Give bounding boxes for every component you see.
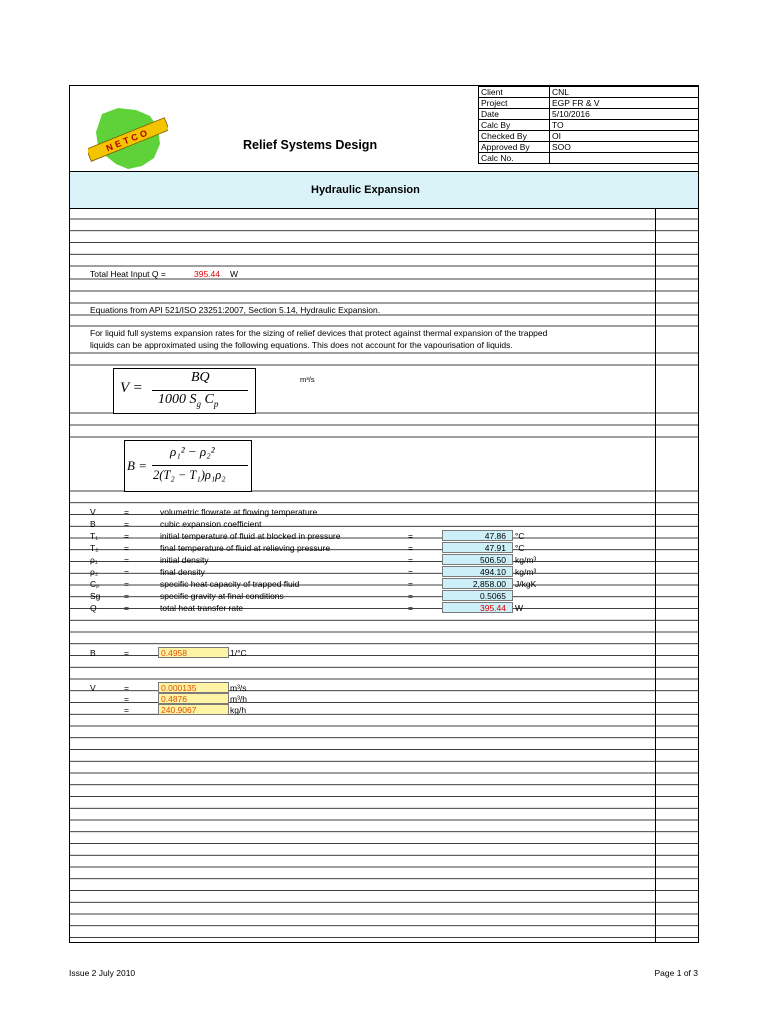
definition-description: initial temperature of fluid at blocked in pressure (160, 531, 341, 541)
definition-equals: = (124, 555, 129, 565)
description-line-2: liquids can be approximated using the following equations. This does not account for the vapourisation of liquids. (90, 340, 513, 350)
definition-equals: = (124, 507, 129, 517)
definition-value-equals: = (408, 531, 413, 541)
info-label: Calc No. (479, 153, 550, 164)
info-row (479, 120, 699, 131)
result-v-unit: m³/h (230, 694, 247, 704)
definition-value: 47.86 (442, 530, 513, 541)
definition-value: 494.10 (442, 566, 513, 577)
definition-symbol: T₂ (90, 543, 99, 553)
definition-description: final density (160, 567, 205, 577)
definition-equals: = (124, 567, 129, 577)
info-label: Client (479, 87, 550, 98)
info-value: EGP FR & V (550, 98, 699, 109)
definition-value-equals: = (408, 567, 413, 577)
info-row (479, 87, 699, 98)
definition-unit: °C (515, 531, 525, 541)
footer-issue: Issue 2 July 2010 (69, 968, 136, 978)
definition-description: specific gravity at final conditions (160, 591, 284, 601)
definition-description: cubic expansion coefficient (160, 519, 262, 529)
definition-equals: = (124, 579, 129, 589)
definition-value: 506.50 (442, 554, 513, 565)
equation-v-denominator (158, 392, 218, 409)
definition-symbol: Q (90, 603, 97, 613)
svg-text:NETCO: NETCO (104, 126, 152, 154)
result-b-symbol: B (90, 648, 96, 658)
reference-text: Equations from API 521/ISO 23251:2007, Section 5.14, Hydraulic Expansion. (90, 305, 381, 315)
definition-unit: kg/m³ (515, 567, 537, 577)
definition-symbol: V (90, 507, 96, 517)
definition-description: final temperature of fluid at relieving pressure (160, 543, 331, 553)
info-label: Calc By (479, 120, 550, 131)
info-value: 5/10/2016 (550, 109, 699, 120)
equation-b-fraction-bar (152, 465, 248, 466)
definition-value-equals: = (408, 603, 413, 613)
result-b-unit: 1/°C (230, 648, 247, 658)
definition-equals: = (124, 519, 129, 529)
definition-symbol: ρ₁ (90, 555, 98, 565)
description-line-1: For liquid full systems expansion rates for the sizing of relief devices that protect against thermal expansion of the trapped (90, 328, 548, 338)
definition-equals: = (124, 531, 129, 541)
definition-symbol: ρ₂ (90, 567, 99, 577)
definition-value: 395.44 (442, 602, 513, 613)
definition-description: initial density (160, 555, 209, 565)
info-label: Date (479, 109, 550, 120)
equation-v-sub-p: p (213, 398, 219, 409)
definition-value: 0.5065 (442, 590, 513, 601)
definition-value-equals: = (408, 591, 413, 601)
equation-b-box (124, 440, 252, 492)
info-label: Checked By (479, 131, 550, 142)
equation-v-denominator-s: 1000 S (158, 392, 197, 407)
calc-sheet (69, 85, 699, 943)
equation-v-cp: C (204, 392, 214, 407)
result-b-equals: = (124, 648, 129, 658)
info-value: TO (550, 120, 699, 131)
info-value (550, 153, 699, 164)
result-b-value: 0.4958 (158, 647, 229, 658)
result-v-symbol: V (90, 683, 96, 693)
result-v-unit: kg/h (230, 705, 247, 715)
equation-v-numerator: BQ (191, 370, 210, 385)
section-title: Hydraulic Expansion (311, 184, 420, 196)
result-v-value: 0.4876 (158, 693, 229, 704)
definition-equals: = (124, 603, 129, 613)
heat-input-unit: W (230, 269, 239, 279)
info-value: CNL (550, 87, 699, 98)
definition-value: 47.91 (442, 542, 513, 553)
heat-input-label: Total Heat Input Q = (90, 269, 166, 279)
right-column-divider (655, 208, 656, 942)
info-label: Project (479, 98, 550, 109)
info-value: SOO (550, 142, 699, 153)
definition-value: 2,858.00 (442, 578, 513, 589)
info-row (479, 109, 699, 120)
info-label: Approved By (479, 142, 550, 153)
section-banner (70, 171, 698, 209)
result-v-value: 240.9067 (158, 704, 229, 715)
definition-unit: J/kgK (515, 579, 537, 589)
result-v-equals: = (124, 694, 129, 704)
info-row (479, 153, 699, 164)
info-row (479, 98, 699, 109)
equation-v-lhs: V = (120, 380, 143, 396)
definition-unit: °C (515, 543, 525, 553)
definition-value-equals: = (408, 543, 413, 553)
definition-value-equals: = (408, 555, 413, 565)
equation-v-unit: m³/s (300, 375, 315, 384)
document-info-table (478, 86, 699, 164)
definition-value-equals: = (408, 579, 413, 589)
definition-symbol: T₁ (90, 531, 99, 541)
info-row (479, 131, 699, 142)
result-v-unit: m³/s (230, 683, 247, 693)
definition-symbol: Cₚ (90, 579, 100, 589)
info-value: OI (550, 131, 699, 142)
info-row (479, 142, 699, 153)
equation-v-fraction-bar (152, 390, 248, 391)
heat-input-value: 395.44 (194, 269, 220, 279)
definition-description: total heat transfer rate (160, 603, 244, 613)
definition-unit: W (515, 603, 524, 613)
equation-b-lhs: B = (127, 458, 147, 473)
result-v-equals: = (124, 683, 129, 693)
definition-equals: = (124, 543, 129, 553)
definition-description: specific heat capacity of trapped fluid (160, 579, 300, 589)
definition-description: volumetric flowrate at flowing temperature (160, 507, 318, 517)
definition-equals: = (124, 591, 129, 601)
netco-logo (88, 106, 168, 171)
equation-v-box (113, 368, 256, 414)
result-v-equals: = (124, 705, 129, 715)
footer-page-number: Page 1 of 3 (654, 968, 698, 978)
equation-b-denominator: 2(T₂ − T₁)ρ₁ρ₂ (153, 468, 226, 482)
definition-symbol: Sg (90, 591, 101, 601)
equation-v-sub-g: g (196, 398, 201, 409)
equation-b-numerator: ρ₁² − ρ₂² (170, 444, 215, 459)
result-v-value: 0.000135 (158, 682, 229, 693)
definition-symbol: B (90, 519, 96, 529)
page-title: Relief Systems Design (243, 138, 378, 152)
definition-unit: kg/m³ (515, 555, 537, 565)
